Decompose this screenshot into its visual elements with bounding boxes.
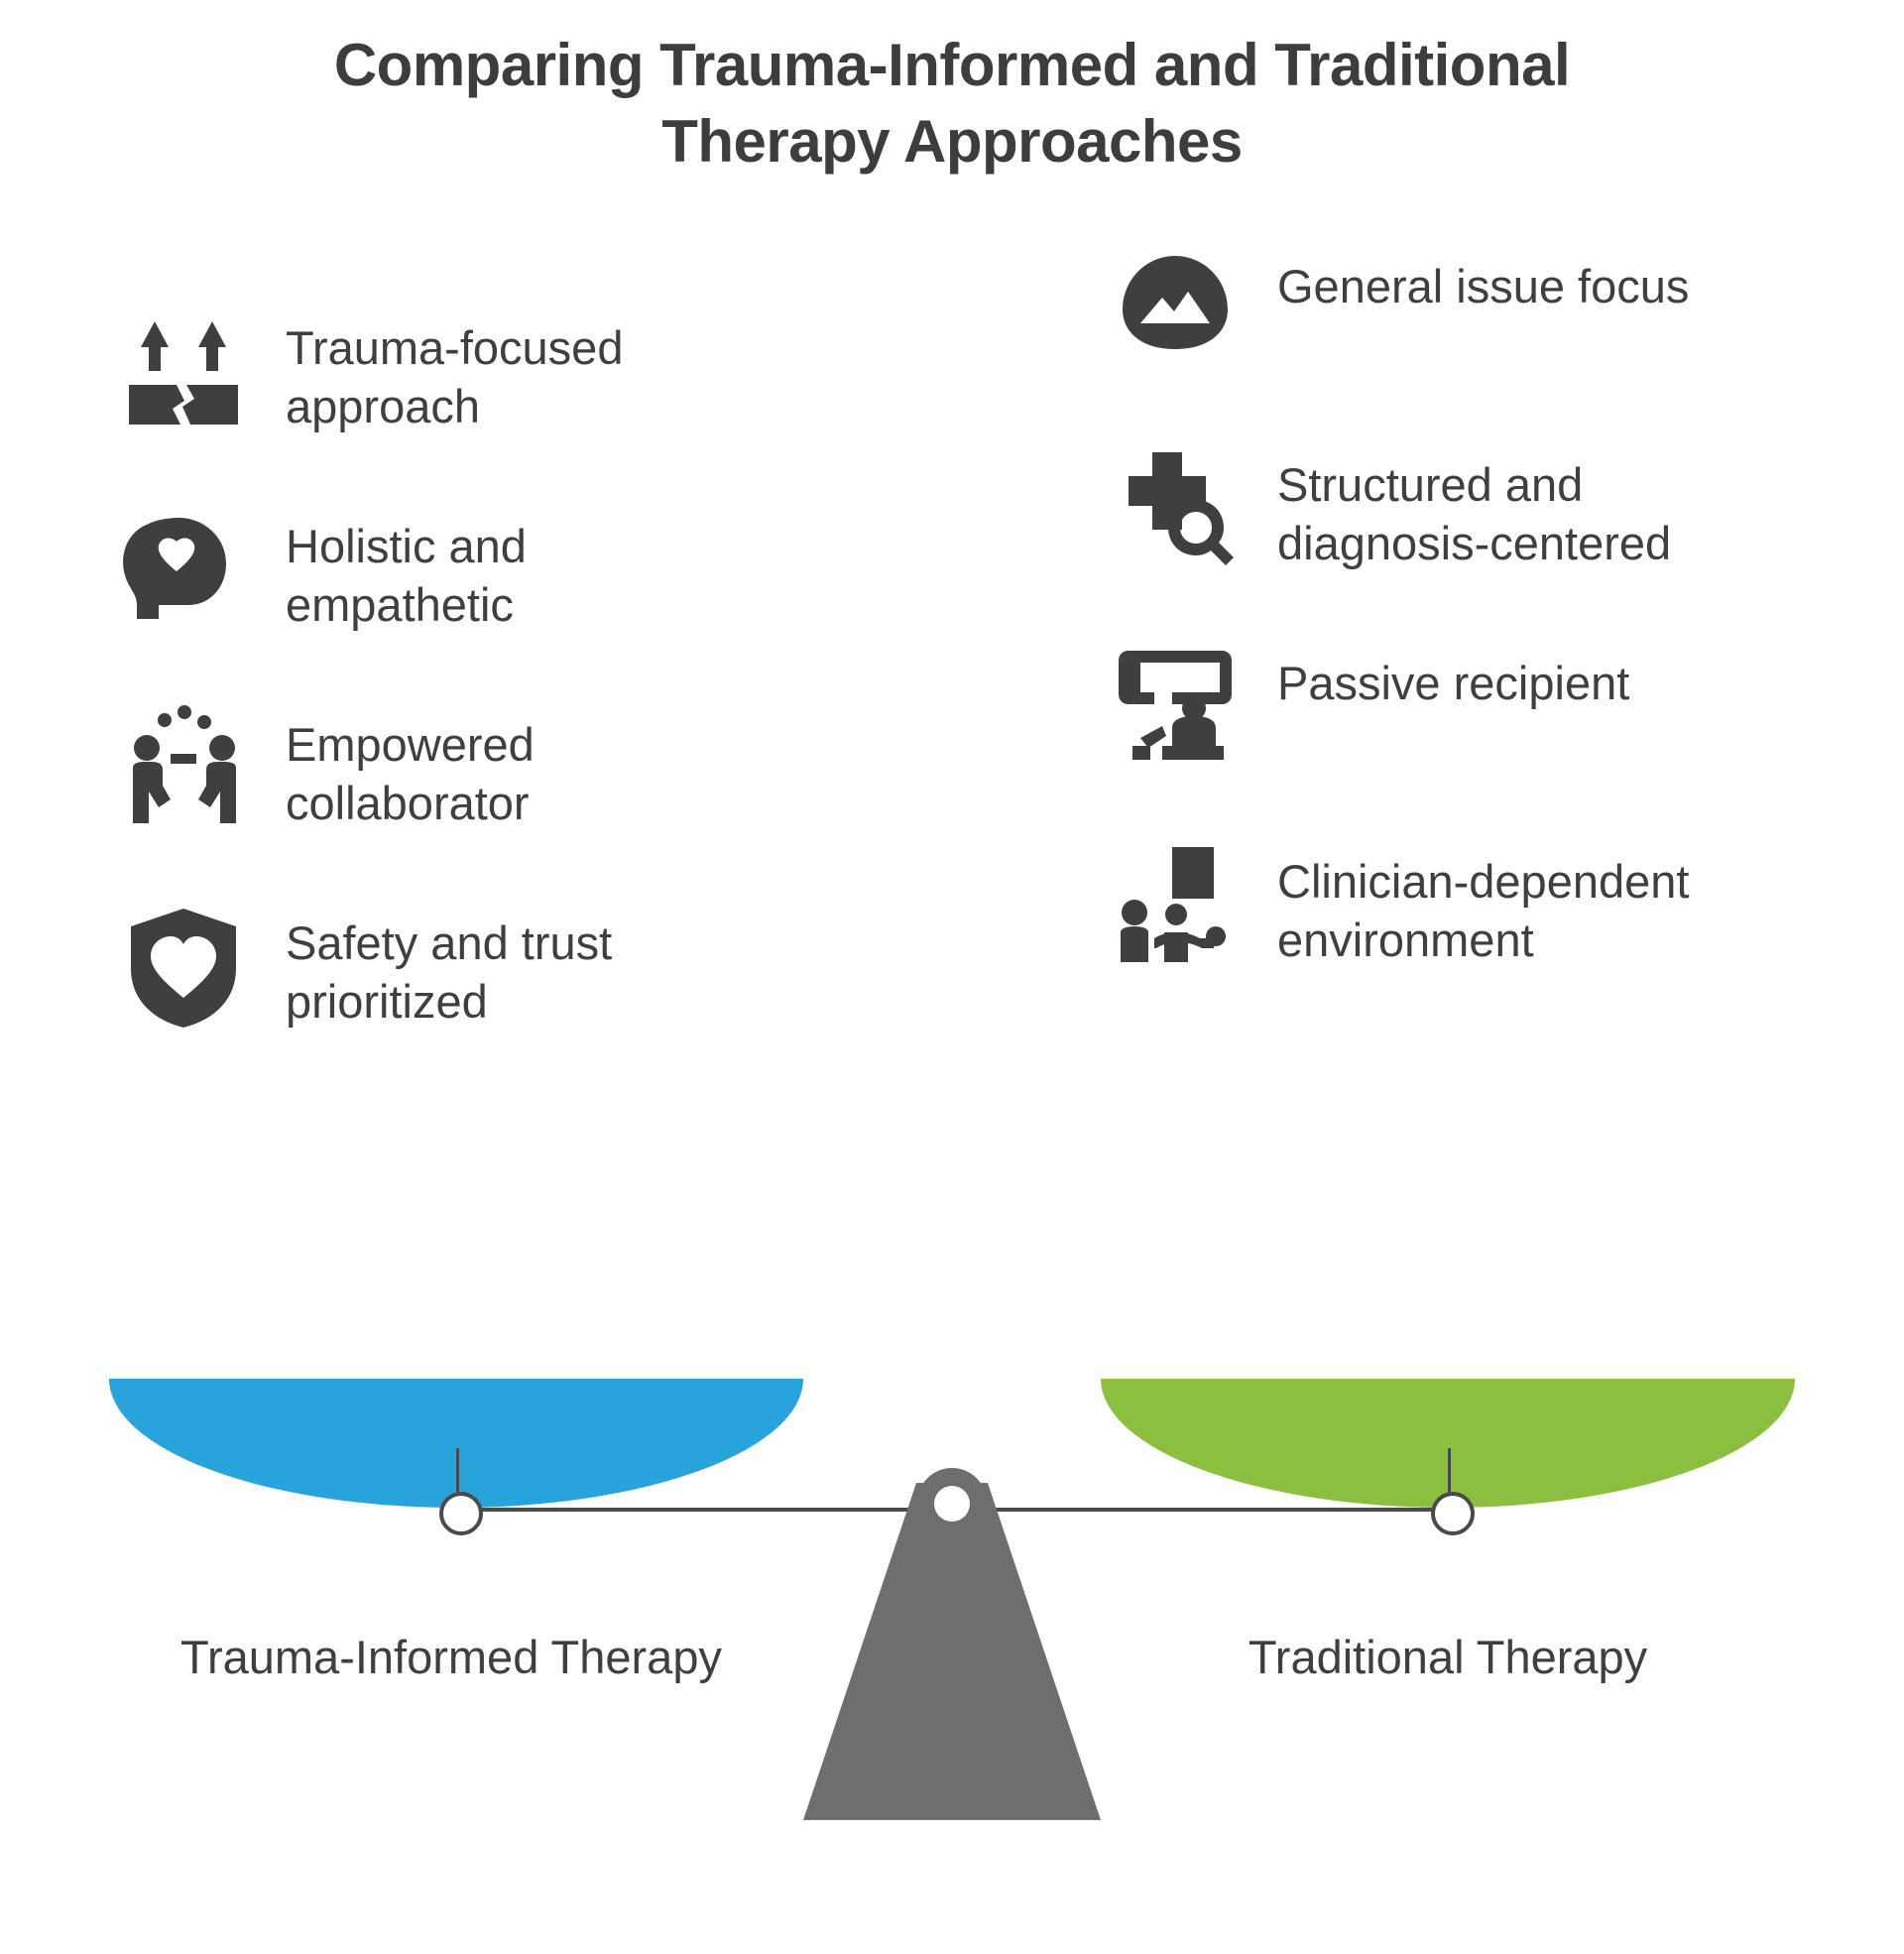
fulcrum-center-hole: [934, 1486, 970, 1522]
head-with-heart-icon: [109, 506, 258, 635]
list-item-label: Clinician-dependent environment: [1277, 855, 1690, 966]
mountain-in-circle-icon: [1101, 246, 1250, 375]
list-item-label: Trauma-focused approach: [286, 321, 624, 432]
list-item-label: Structured and diagnosis-centered: [1277, 458, 1672, 569]
list-item: [109, 506, 863, 635]
right-pivot-node: [1431, 1492, 1475, 1535]
left-pivot-node: [439, 1492, 483, 1535]
list-item-label: Holistic and empathetic: [286, 520, 527, 631]
list-item: [109, 307, 863, 436]
trauma-informed-list: [109, 278, 863, 1101]
right-pan-label: Traditional Therapy: [1248, 1631, 1648, 1683]
two-people-high-five-icon: [109, 704, 258, 833]
list-item: [1101, 246, 1854, 375]
broken-ground-arrows-icon: [109, 307, 258, 436]
list-item: [109, 704, 863, 833]
list-item-label: Passive recipient: [1277, 657, 1630, 709]
page-title: Comparing Trauma-Informed and Traditional Therapy Approaches: [333, 32, 1571, 175]
list-item: [1101, 841, 1854, 970]
traditional-therapy-list: [1101, 260, 1854, 1039]
list-item: [1101, 444, 1854, 573]
shield-heart-icon: [109, 903, 258, 1032]
list-item: [109, 903, 863, 1032]
list-item-label: General issue focus: [1277, 260, 1690, 312]
list-item: [1101, 643, 1854, 772]
left-pan-label: Trauma-Informed Therapy: [180, 1631, 722, 1683]
list-item-label: Empowered collaborator: [286, 718, 535, 829]
clinician-and-patient-icon: [1101, 841, 1250, 970]
list-item-label: Safety and trust prioritized: [286, 916, 613, 1028]
balance-scale: [0, 1359, 1904, 1954]
person-in-armchair-screen-icon: [1101, 643, 1250, 772]
medical-cross-magnifier-icon: [1101, 444, 1250, 573]
